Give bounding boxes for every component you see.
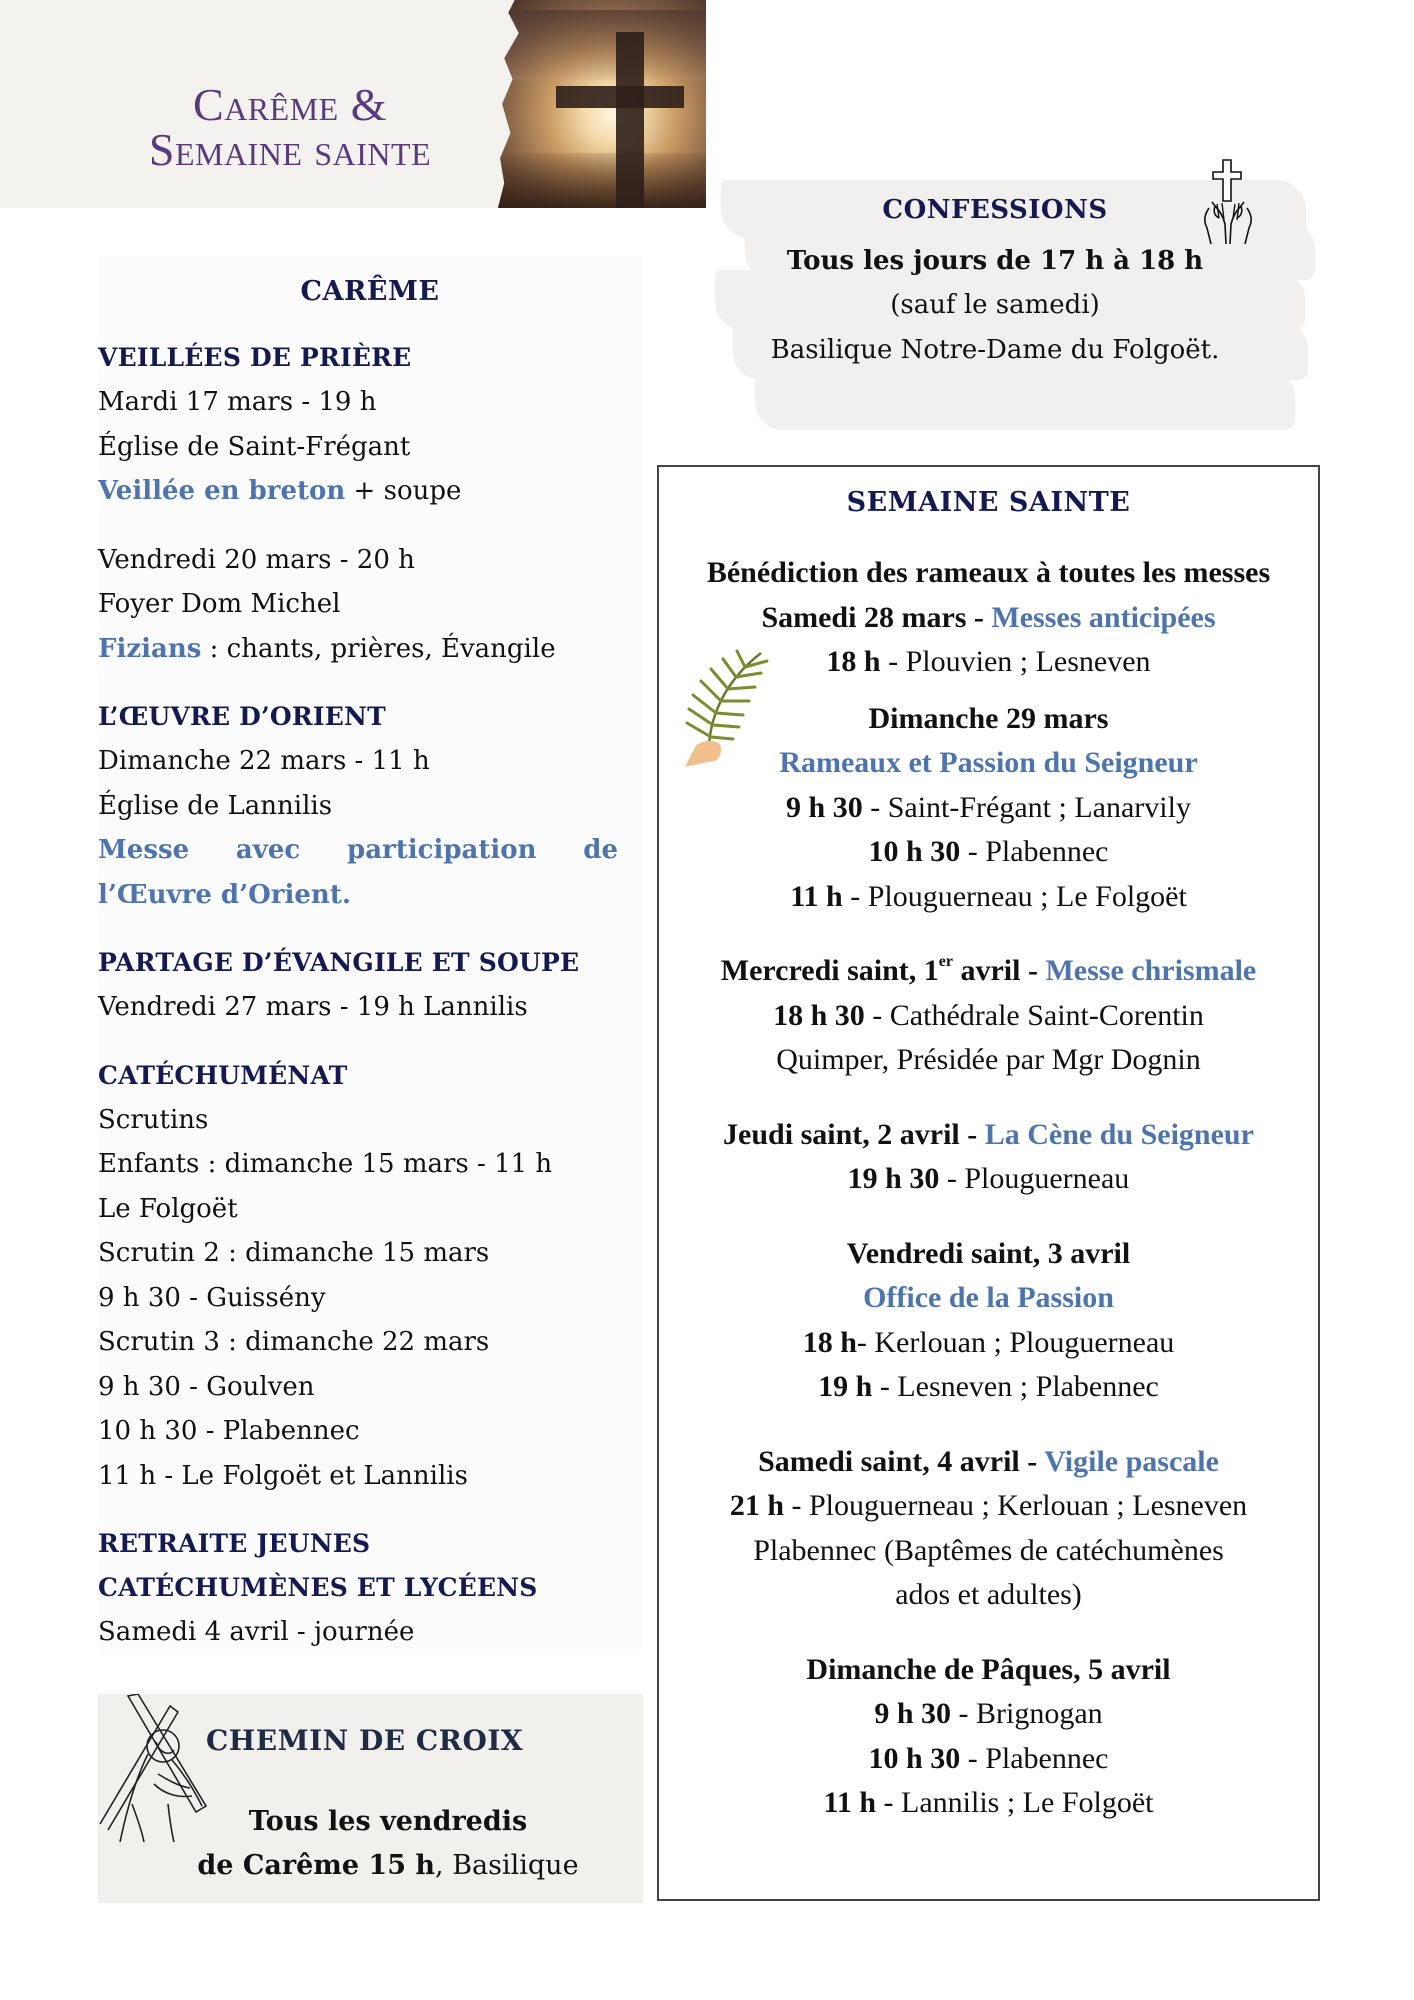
mass-row [659, 1692, 1318, 1737]
jeudi-saint [659, 1113, 1318, 1158]
catechumenat-line: Scrutins [98, 1104, 209, 1135]
mass-places: - Brignogan [951, 1697, 1103, 1730]
careme-title: CARÊME [300, 276, 440, 307]
catechumenat-line: 11 h - Le Folgoët et Lannilis [98, 1460, 468, 1491]
careme-content [98, 336, 618, 1655]
mercredi-place-2: Quimper, Présidée par Mgr Dognin [776, 1043, 1201, 1076]
oeuvre-heading: L’ŒUVRE D’ORIENT [98, 702, 386, 731]
samedi-places-3: ados et adultes) [895, 1578, 1082, 1611]
confessions-section [725, 180, 1315, 435]
page-title-line-1: Carême & [193, 79, 387, 130]
careme-section [98, 256, 642, 1651]
mercredi-label: Mercredi saint, 1 [720, 954, 939, 987]
veillee-1-accent: Veillée en breton [98, 476, 346, 506]
confessions-title: CONFESSIONS [882, 195, 1108, 225]
mass-row [659, 1321, 1318, 1366]
oeuvre-accent: Messe avec participation de l’Œuvre d’Orient. [98, 835, 618, 910]
mass-row [659, 875, 1318, 920]
mass-time: 19 h [818, 1370, 873, 1403]
jeudi-accent: La Cène du Seigneur [984, 1117, 1254, 1151]
mass-row [659, 830, 1318, 875]
mass-row [659, 1484, 1318, 1529]
mass-places: - Lannilis ; Le Folgoët [876, 1786, 1154, 1819]
samedi-label: Samedi saint, 4 avril - [758, 1444, 1045, 1478]
mass-row [659, 1157, 1318, 1202]
mass-row [659, 786, 1318, 831]
samedi-saint [659, 1440, 1318, 1485]
catechumenat-heading: CATÉCHUMÉNAT [98, 1060, 348, 1090]
mercredi-accent: Messe chrismale [1045, 954, 1257, 987]
semaine-title: SEMAINE SAINTE [846, 487, 1131, 518]
veillee-1-date: Mardi 17 mars - 19 h [98, 387, 377, 417]
semaine-content [659, 551, 1318, 1826]
page-title [60, 79, 520, 175]
praying-hands-cross-icon [1195, 158, 1261, 244]
rameaux-samedi [659, 596, 1318, 641]
partage-heading: PARTAGE D’ÉVANGILE ET SOUPE [98, 948, 580, 977]
clouds-decoration [498, 10, 706, 80]
chemin-title: CHEMIN DE CROIX [206, 1724, 524, 1757]
rameaux-intro: Bénédiction des rameaux à toutes les messes [706, 556, 1271, 589]
mass-time: 9 h 30 [786, 790, 863, 824]
mass-row [659, 1737, 1318, 1782]
mass-row [659, 1781, 1318, 1826]
veillee-1-rest: + soupe [345, 476, 462, 506]
mass-places: - Lesneven ; Plabennec [872, 1370, 1159, 1403]
chemin-time: de Carême 15 h [197, 1850, 436, 1881]
retraite-line: Samedi 4 avril - journée [98, 1617, 415, 1647]
mass-time: 11 h [823, 1786, 877, 1819]
partage-line: Vendredi 27 mars - 19 h Lannilis [98, 992, 528, 1022]
rameaux-dimanche-accent: Rameaux et Passion du Seigneur [779, 746, 1198, 779]
mass-places: - Plouguerneau ; Kerlouan ; Lesneven [784, 1489, 1248, 1522]
mass-time: 10 h 30 [868, 1741, 961, 1775]
mercredi-saint [659, 949, 1318, 994]
rameaux-samedi-mass [659, 640, 1318, 685]
veillee-2-rest: : chants, prières, Évangile [201, 633, 556, 664]
cross-icon [616, 32, 644, 208]
mass-places: - Plabennec [960, 835, 1109, 868]
chemin-line-2 [158, 1850, 618, 1881]
oeuvre-date: Dimanche 22 mars - 11 h [98, 746, 430, 776]
mass-places: - Saint-Frégant ; Lanarvily [862, 790, 1191, 824]
mass-row [659, 1365, 1318, 1410]
veillee-1-place: Église de Saint-Frégant [98, 431, 411, 462]
mercredi-sup: er [938, 953, 953, 970]
paques-label: Dimanche de Pâques, 5 avril [806, 1652, 1171, 1686]
oeuvre-place: Église de Lannilis [98, 790, 333, 821]
veillee-1-detail [98, 469, 618, 514]
chemin-line-1: Tous les vendredis [248, 1806, 528, 1837]
veillees-heading: VEILLÉES DE PRIÈRE [98, 343, 412, 372]
mass-time: 11 h [790, 879, 843, 913]
ground-decoration [498, 153, 706, 208]
brush-stroke [755, 368, 1295, 430]
samedi-places-2: Plabennec (Baptêmes de catéchumènes [753, 1533, 1224, 1567]
mass-places: - Kerlouan ; Plouguerneau [856, 1325, 1175, 1359]
confessions-schedule: Tous les jours de 17 h à 18 h [786, 246, 1204, 276]
mercredi-label-rest: avril - [952, 954, 1046, 987]
retraite-heading-2: CATÉCHUMÈNES ET LYCÉENS [98, 1573, 538, 1602]
mass-places: - Plouvien ; Lesneven [880, 645, 1151, 678]
veillee-2-place: Foyer Dom Michel [98, 589, 341, 619]
veillee-2-accent: Fizians [98, 633, 202, 664]
catechumenat-line: Scrutin 2 : dimanche 15 mars [98, 1238, 490, 1268]
vendredi-accent: Office de la Passion [863, 1281, 1114, 1314]
catechumenat-line: Enfants : dimanche 15 mars - 11 h [98, 1149, 553, 1179]
catechumenat-line: 9 h 30 - Goulven [98, 1371, 315, 1402]
confessions-place: Basilique Notre-Dame du Folgoët. [770, 335, 1220, 365]
jeudi-label: Jeudi saint, 2 avril - [723, 1117, 985, 1151]
mass-places: - Plabennec [960, 1741, 1109, 1775]
catechumenat-line: 10 h 30 - Plabennec [98, 1416, 360, 1446]
mass-places: - Plouguerneau ; Le Folgoët [842, 879, 1187, 913]
rameaux-samedi-label: Samedi 28 mars - [761, 600, 992, 634]
veillee-2-detail [98, 627, 618, 672]
samedi-accent: Vigile pascale [1044, 1444, 1219, 1478]
catechumenat-line: 9 h 30 - Guissény [98, 1282, 326, 1313]
chemin-de-croix-section [98, 1694, 643, 1903]
mass-time: 10 h 30 [868, 835, 961, 868]
mass-time: 18 h [802, 1325, 857, 1359]
vendredi-label: Vendredi saint, 3 avril [846, 1236, 1131, 1270]
retraite-heading-1: RETRAITE JEUNES [98, 1529, 371, 1558]
catechumenat-line: Le Folgoët [98, 1193, 238, 1224]
mass-time: 18 h 30 [773, 998, 865, 1032]
rameaux-dimanche-label: Dimanche 29 mars [868, 701, 1109, 735]
rameaux-samedi-accent: Messes anticipées [991, 600, 1216, 634]
mass-time: 21 h [729, 1489, 784, 1522]
mass-places: - Plouguerneau [939, 1162, 1130, 1195]
cross-sunset-photo [498, 0, 706, 208]
mass-time: 9 h 30 [874, 1697, 952, 1730]
chemin-place: , Basilique [435, 1850, 579, 1881]
confessions-exception: (sauf le samedi) [890, 290, 1100, 320]
mass-time: 18 h [826, 645, 881, 678]
catechumenat-line: Scrutin 3 : dimanche 22 mars [98, 1327, 490, 1357]
veillee-2-date: Vendredi 20 mars - 20 h [98, 544, 415, 575]
semaine-sainte-section [657, 465, 1320, 1901]
mass-row [659, 994, 1318, 1039]
page-title-line-2: Semaine sainte [148, 124, 432, 175]
mass-time: 19 h 30 [847, 1162, 940, 1195]
mass-places: - Cathédrale Saint-Corentin [864, 998, 1204, 1032]
cross-icon-bar [556, 86, 684, 108]
